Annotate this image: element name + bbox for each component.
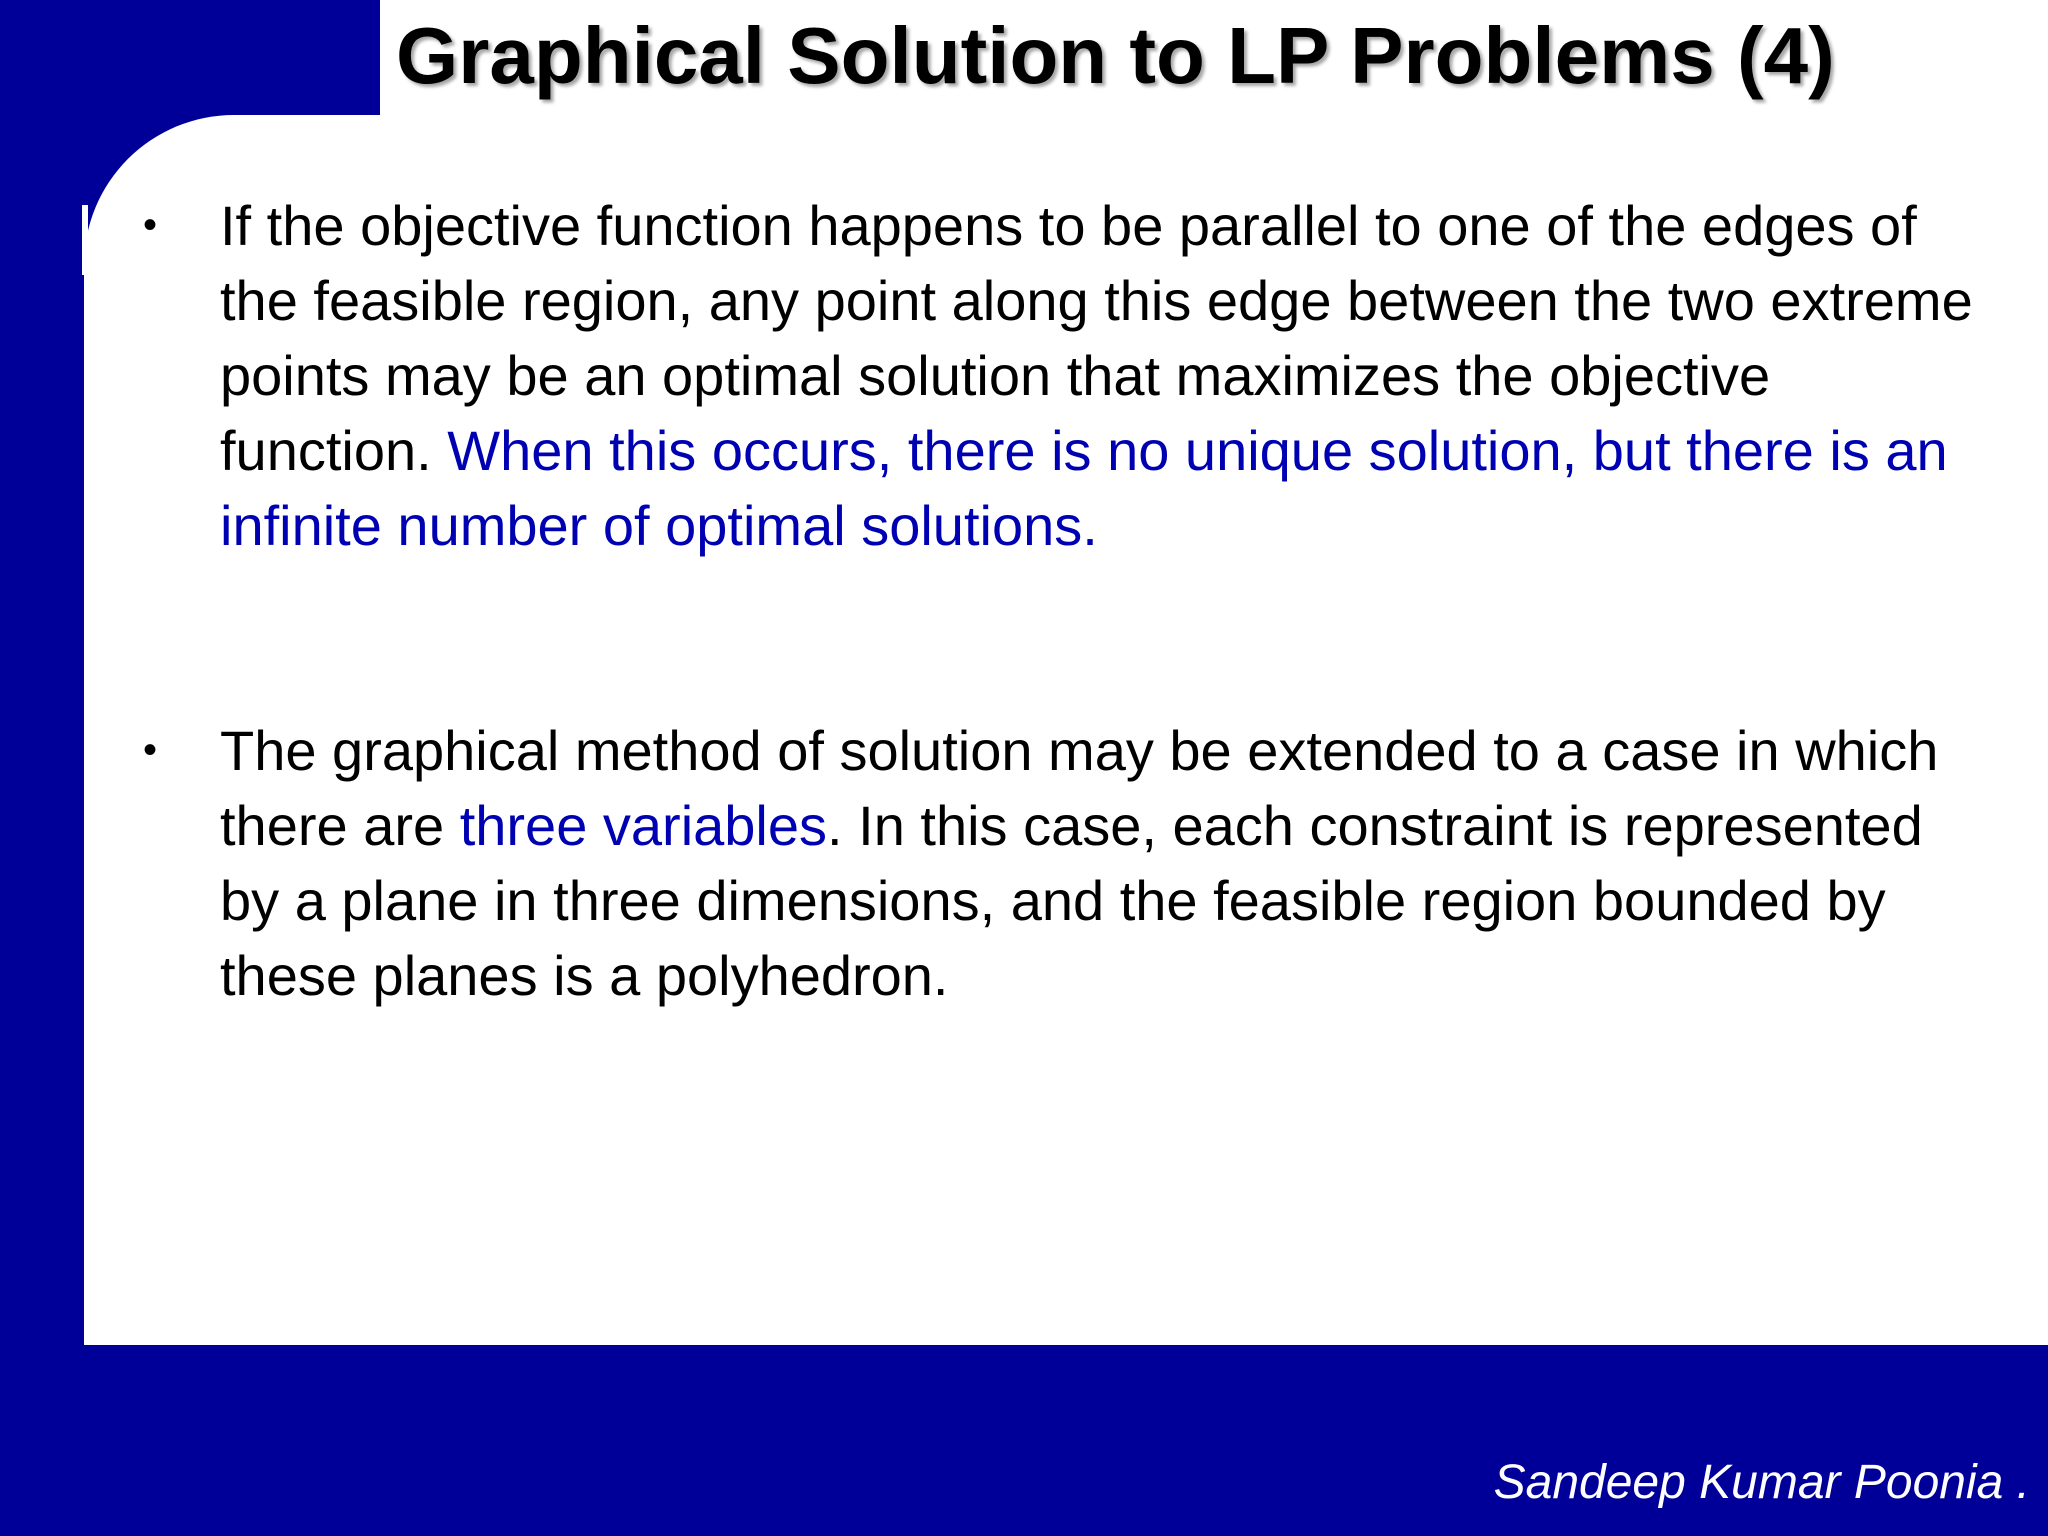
- bullet-list: [140, 188, 1990, 1013]
- bullet-2-text-before: The graphical method of solution may be extended to a case in which there are: [220, 719, 1939, 857]
- bullet-marker: •: [143, 728, 158, 772]
- bullet-marker: •: [143, 203, 158, 247]
- bullet-2-text-after: . In this case, each constraint is represented by a plane in three dimensions, and the feasible region bounded by these planes is a polyhedron.: [220, 794, 1923, 1007]
- bullet-item-1: [140, 188, 1990, 563]
- bullet-2-highlight: three variables: [459, 794, 828, 857]
- bullet-1-highlight: When this occurs, there is no unique solution, but there is an infinite number of optimal solutions.: [220, 419, 1948, 557]
- panel-notch: [82, 205, 88, 275]
- bullet-1-text: If the objective function happens to be parallel to one of the edges of the feasible region, any point along this edge between the two extreme points may be an optimal solution that maximizes the objective function.: [220, 194, 1973, 482]
- slide-title: Graphical Solution to LP Problems (4): [396, 11, 1835, 100]
- footer-author: Sandeep Kumar Poonia .: [1493, 1456, 2030, 1509]
- bullet-item-2: [140, 713, 1990, 1013]
